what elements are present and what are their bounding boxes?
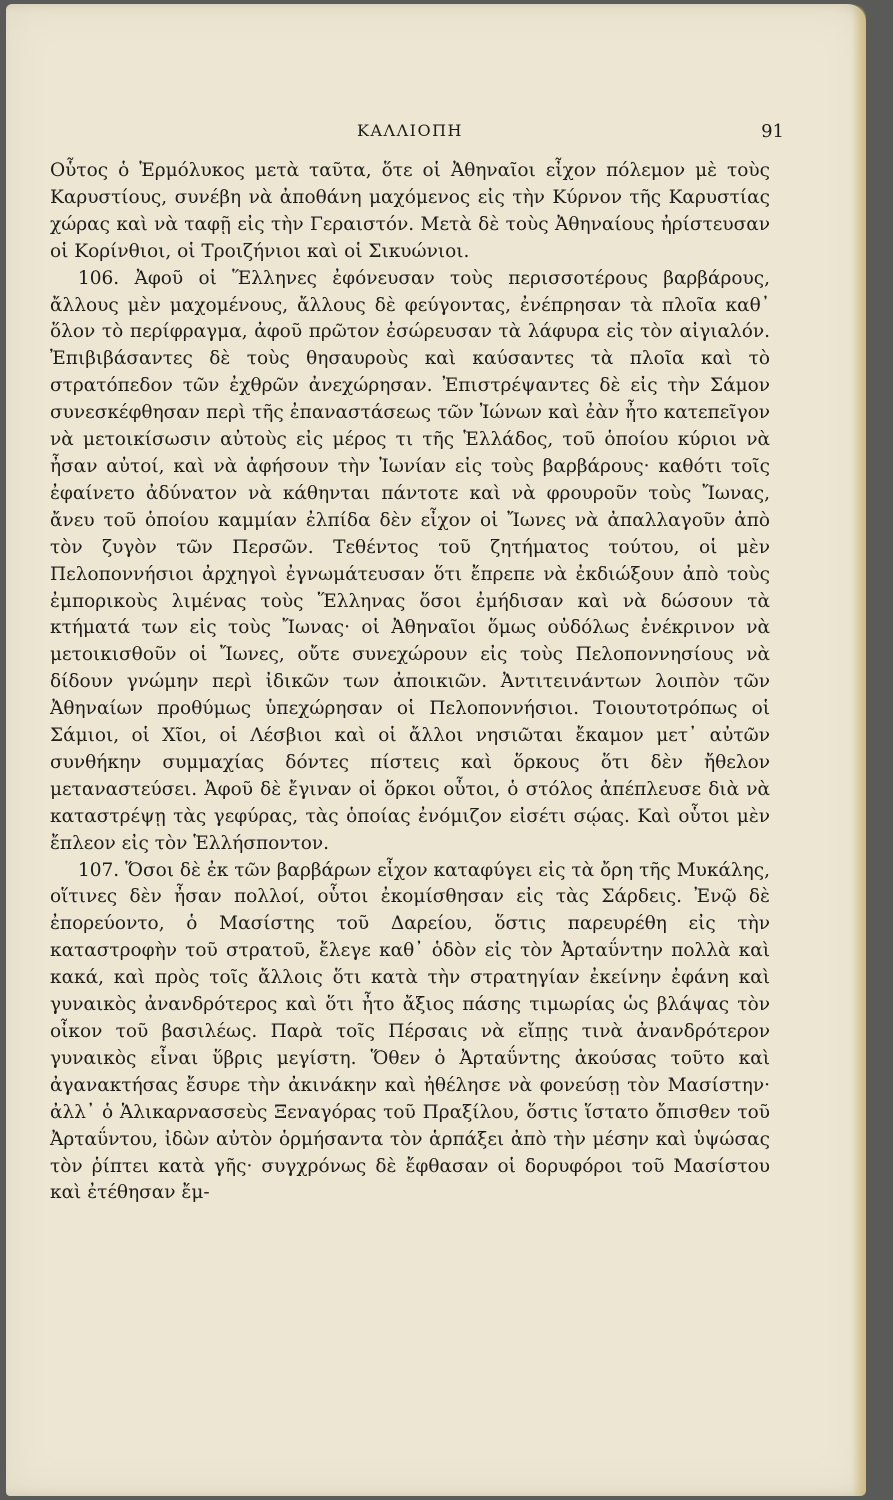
page-header bbox=[50, 121, 784, 151]
body-text bbox=[50, 158, 770, 1207]
paragraph-intro: Οὗτος ὁ Ἑρμόλυκος μετὰ ταῦτα, ὅτε οἱ Ἀθηναῖοι εἶχον πόλεμον μὲ τοὺς Καρυστίους, συνέβη νὰ ἀποθάνη μαχόμενος εἰς τὴν Κύρνον τῆς Καρυστίας χώρας καὶ νὰ ταφῇ εἰς τὴν Γεραιστόν. Μετὰ δὲ τοὺς Ἀθηναίους ἠρίστευσαν οἱ Κορίνθιοι, οἱ Τροιζήνιοι καὶ οἱ Σικυώνιοι. bbox=[50, 160, 770, 262]
page-number: 91 bbox=[761, 121, 784, 142]
paragraph-107: 107. Ὅσοι δὲ ἐκ τῶν βαρβάρων εἶχον καταφύγει εἰς τὰ ὄρη τῆς Μυκάλης, οἵτινες δὲν ἦσαν πολλοί, οὗτοι ἐκομίσθησαν εἰς τὰς Σάρδεις. Ἐνῷ δὲ ἐπορεύοντο, ὁ Μασίστης τοῦ Δαρείου, ὅστις παρευρέθη εἰς τὴν καταστροφὴν τοῦ στρατοῦ, ἔλεγε καθ᾿ ὁδὸν εἰς τὸν Ἀρταΰντην πολλὰ καὶ κακά, καὶ πρὸς τοῖς ἄλλοις ὅτι κατὰ τὴν στρατηγίαν ἐκείνην ἐφάνη καὶ γυναικὸς ἀνανδρότερος καὶ ὅτι ἦτο ἄξιος πάσης τιμωρίας ὡς βλάψας τὸν οἶκον τοῦ βασιλέως. Παρὰ τοῖς Πέρσαις νὰ εἴπῃς τινὰ ἀνανδρότερον γυναικὸς εἶναι ὕβρις μεγίστη. Ὅθεν ὁ Ἀρταΰντης ἀκούσας τοῦτο καὶ ἀγανακτήσας ἔσυρε τὴν ἀκινάκην καὶ ἠθέλησε νὰ φονεύσῃ τὸν Μασίστην· ἀλλ᾿ ὁ Ἁλικαρνασσεὺς Ξεναγόρας τοῦ Πραξίλου, ὅστις ἵστατο ὄπισθεν τοῦ Ἀρταΰντου, ἰδὼν αὐτὸν ὁρμήσαντα τὸν ἁρπάξει ἀπὸ τὴν μέσην καὶ ὑψώσας τὸν ῥίπτει κατὰ γῆς· συγχρόνως δὲ ἔφθασαν οἱ δορυφόροι τοῦ Μασίστου καὶ ἐτέθησαν ἔμ- bbox=[50, 859, 770, 1204]
running-head: ΚΑΛΛΙΟΠΗ bbox=[357, 121, 463, 140]
paragraph-106: 106. Ἀφοῦ οἱ Ἕλληνες ἐφόνευσαν τοὺς περισσοτέρους βαρβάρους, ἄλλους μὲν μαχομένους, ἄλλους δὲ φεύγοντας, ἐνέπρησαν τὰ πλοῖα καθ᾿ ὅλον τὸ περίφραγμα, ἀφοῦ πρῶτον ἐσώρευσαν τὰ λάφυρα εἰς τὸν αἰγιαλόν. Ἐπιβιβάσαντες δὲ τοὺς θησαυροὺς καὶ καύσαντες τὰ πλοῖα καὶ τὸ στρατόπεδον τῶν ἐχθρῶν ἀνεχώρησαν. Ἐπιστρέψαντες δὲ εἰς τὴν Σάμον συνεσκέφθησαν περὶ τῆς ἐπαναστάσεως τῶν Ἰώνων καὶ ἐὰν ἦτο κατεπεῖγον νὰ μετοικίσωσιν αὐτοὺς εἰς μέρος τι τῆς Ἑλλάδος, τοῦ ὁποίου κύριοι νὰ ἦσαν αὐτοί, καὶ νὰ ἀφήσουν τὴν Ἰωνίαν εἰς τοὺς βαρβάρους· καθότι τοῖς ἐφαίνετο ἀδύνατον νὰ κάθηνται πάντοτε καὶ νὰ φρουροῦν τοὺς Ἴωνας, ἄνευ τοῦ ὁποίου καμμίαν ἐλπίδα δὲν εἶχον οἱ Ἴωνες νὰ ἀπαλλαγοῦν ἀπὸ τὸν ζυγὸν τῶν Περσῶν. Τεθέντος τοῦ ζητήματος τούτου, οἱ μὲν Πελοποννήσιοι ἀρχηγοὶ ἐγνωμάτευσαν ὅτι ἔπρεπε νὰ ἐκδιώξουν ἀπὸ τοὺς ἐμπορικοὺς λιμένας τοὺς Ἕλληνας ὅσοι ἐμήδισαν καὶ νὰ δώσουν τὰ κτήματά των εἰς τοὺς Ἴωνας· οἱ Ἀθηναῖοι ὅμως οὐδόλως ἐνέκρινον νὰ μετοικισθοῦν οἱ Ἴωνες, οὔτε συνεχώρουν εἰς τοὺς Πελοποννησίους νὰ δίδουν γνώμην περὶ ἰδικῶν των ἀποικιῶν. Ἀντιτεινάντων λοιπὸν τῶν Ἀθηναίων προθύμως ὑπεχώρησαν οἱ Πελοποννήσιοι. Τοιουτοτρόπως οἱ Σάμιοι, οἱ Χῖοι, οἱ Λέσβιοι καὶ οἱ ἄλλοι νησιῶται ἔκαμον μετ᾿ αὐτῶν συνθήκην συμμαχίας δόντες πίστεις καὶ ὅρκους ὅτι δὲν ἤθελον μεταναστεύσει. Ἀφοῦ δὲ ἔγιναν οἱ ὅρκοι οὗτοι, ὁ στόλος ἀπέπλευσε διὰ νὰ καταστρέψῃ τὰς γεφύρας, τὰς ὁποίας ἐνόμιζον εἰσέτι σῴας. Καὶ οὗτοι μὲν ἔπλεον εἰς τὸν Ἑλλήσποντον. bbox=[50, 267, 770, 854]
page-edge-shadow bbox=[852, 4, 866, 1496]
